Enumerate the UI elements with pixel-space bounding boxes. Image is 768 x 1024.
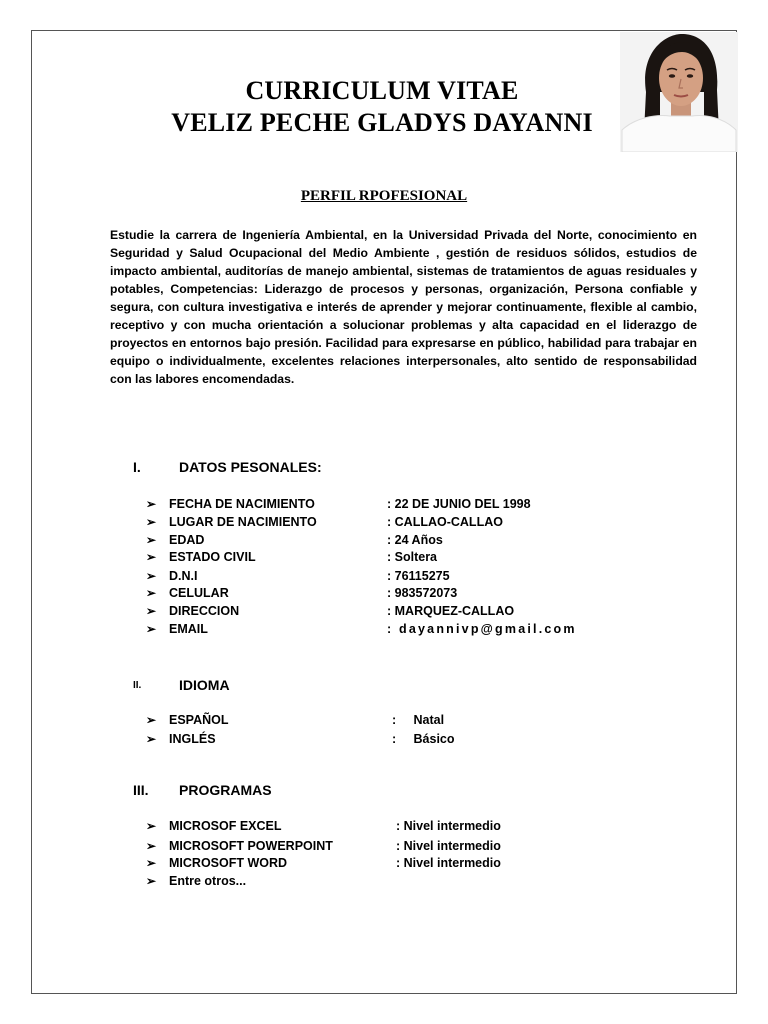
section-number-programas: III.: [133, 782, 149, 798]
profile-heading: PERFIL RPOFESIONAL: [300, 188, 468, 204]
field-label: EDAD: [169, 533, 205, 547]
field-value: : Nivel intermedio: [396, 839, 501, 853]
bullet-arrow-icon: ➢: [146, 569, 157, 583]
field-label: DIRECCION: [169, 604, 240, 618]
bullet-arrow-icon: ➢: [146, 622, 157, 636]
profile-text: Estudie la carrera de Ingeniería Ambiental, en la Universidad Privada del Norte, conocimiento en Seguridad y Salud Ocupacional del Medio Ambiente , gestión de residuos sólidos, estudios de impacto ambiental, auditorías de manejo ambiental, sistemas de tratamientos de aguas residuales y potables, Competencias: Liderazgo de procesos y personas, organización, Persona confiable y segura, con cultura investigativa e interés de aprender y mejorar continuamente, flexible al cambio, receptivo y con mucha orientación a solucionar problemas y alta capacidad en el liderazgo de proyectos en entornos bajo presión. Facilidad para expresarse en público, habilidad para trabajar en equipo o individualmente, excelentes relaciones interpersonales, alto sentido de responsabilidad con las labores encomendadas.: [110, 228, 697, 386]
field-value: : Soltera: [387, 550, 438, 564]
field-label: D.N.I: [169, 569, 198, 583]
bullet-arrow-icon: ➢: [146, 550, 157, 564]
bullet-arrow-icon: ➢: [146, 497, 157, 511]
field-value: : CALLAO-CALLAO: [387, 515, 503, 529]
field-label: EMAIL: [169, 622, 208, 636]
section-title-datos: DATOS PESONALES:: [179, 459, 322, 475]
bullet-arrow-icon: ➢: [146, 533, 157, 547]
field-label: MICROSOFT POWERPOINT: [169, 839, 333, 853]
field-value: : 24 Años: [387, 533, 443, 547]
field-label: ESPAÑOL: [169, 713, 229, 727]
section-number-datos: I.: [133, 459, 141, 475]
field-value: : MARQUEZ-CALLAO: [387, 604, 515, 618]
field-value: : 22 DE JUNIO DEL 1998: [387, 497, 531, 511]
bullet-arrow-icon: ➢: [146, 732, 157, 746]
field-value: : Natal: [392, 713, 445, 727]
document-title: CURRICULUM VITAE: [245, 76, 519, 105]
section-title-idioma: IDIOMA: [179, 677, 230, 693]
field-label: ESTADO CIVIL: [169, 550, 256, 564]
field-label: INGLÉS: [169, 732, 216, 746]
field-value: : Nivel intermedio: [396, 819, 501, 833]
field-label: Entre otros...: [169, 874, 247, 888]
field-value: : 76115275: [387, 569, 450, 583]
field-value: : 983572073: [387, 586, 458, 600]
bullet-arrow-icon: ➢: [146, 515, 157, 529]
bullet-arrow-icon: ➢: [146, 713, 157, 727]
field-label: MICROSOF EXCEL: [169, 819, 282, 833]
field-value: : Básico: [392, 732, 455, 746]
field-label: FECHA DE NACIMIENTO: [169, 497, 315, 511]
field-value: : Nivel intermedio: [396, 856, 501, 870]
page-border: [31, 30, 737, 994]
bullet-arrow-icon: ➢: [146, 604, 157, 618]
field-label: CELULAR: [169, 586, 229, 600]
person-name: VELIZ PECHE GLADYS DAYANNI: [171, 108, 593, 137]
bullet-arrow-icon: ➢: [146, 874, 157, 888]
person-portrait-icon: [620, 32, 738, 152]
field-label: MICROSOFT WORD: [169, 856, 288, 870]
section-title-programas: PROGRAMAS: [179, 782, 272, 798]
email-value: : dayannivp@gmail.com: [387, 622, 577, 636]
bullet-arrow-icon: ➢: [146, 856, 157, 870]
bullet-arrow-icon: ➢: [146, 586, 157, 600]
field-label: LUGAR DE NACIMIENTO: [169, 515, 317, 529]
section-number-idioma: II.: [133, 680, 142, 691]
bullet-arrow-icon: ➢: [146, 819, 157, 833]
bullet-arrow-icon: ➢: [146, 839, 157, 853]
profile-photo: [620, 32, 738, 152]
